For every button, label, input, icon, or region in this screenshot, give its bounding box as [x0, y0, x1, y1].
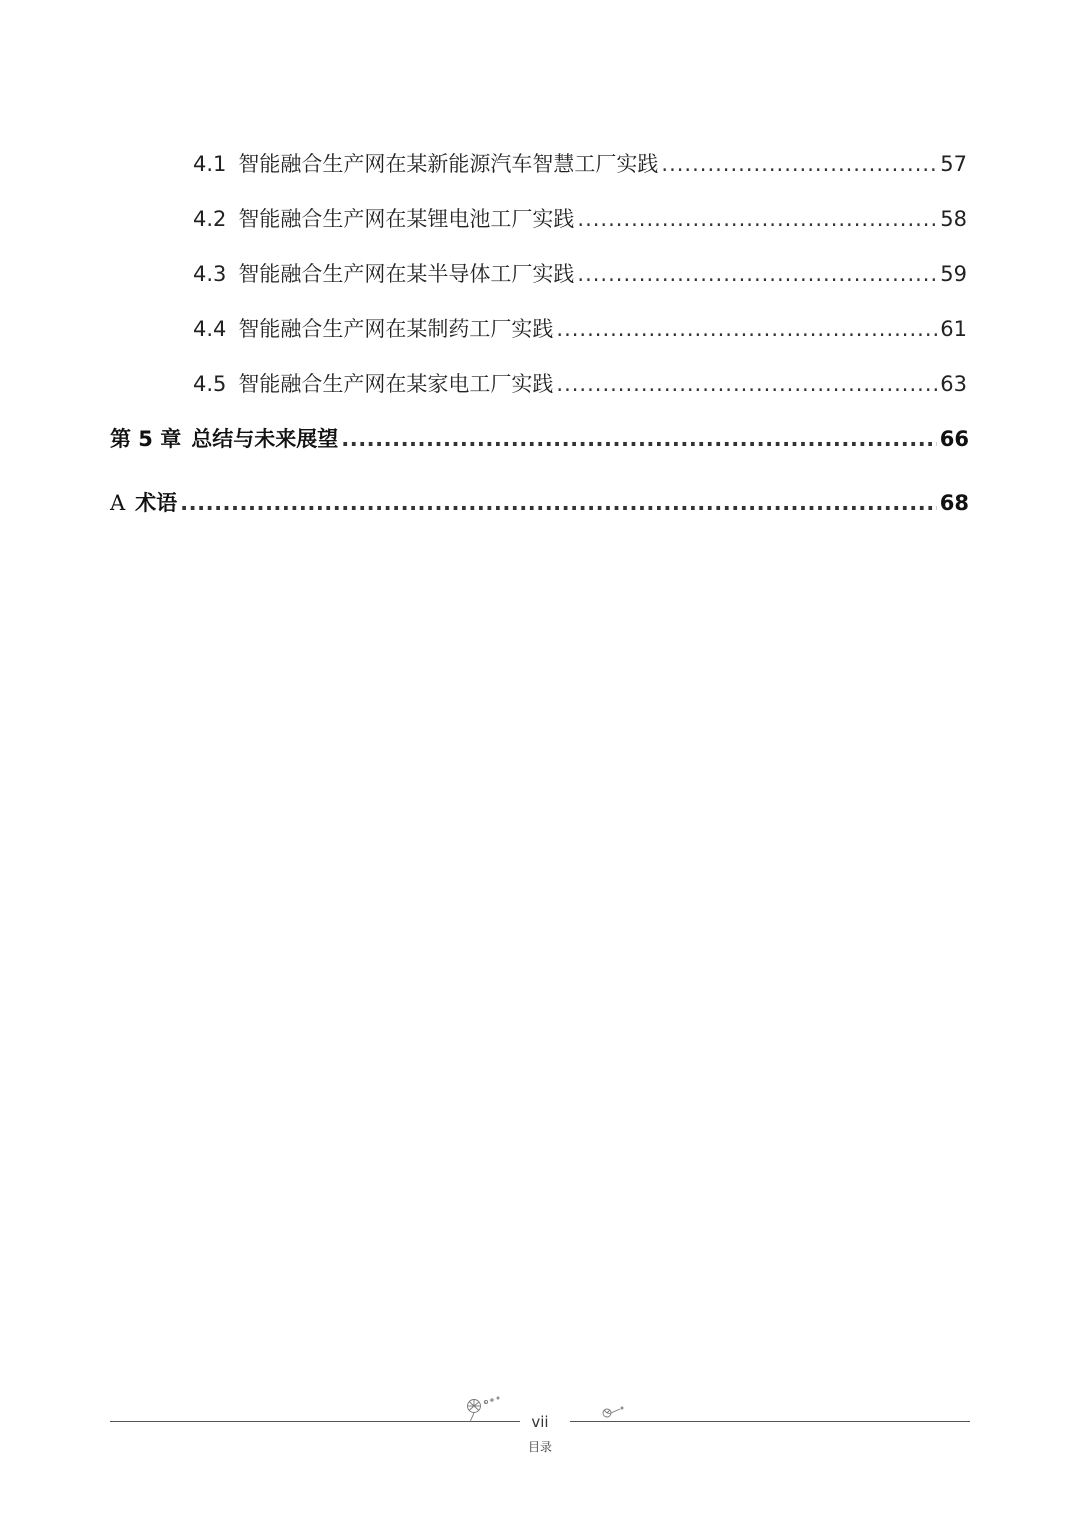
dot-leader	[556, 317, 937, 341]
chapter-title: 总结与未来展望	[191, 427, 339, 451]
toc-entry-4-5[interactable]	[193, 368, 967, 398]
section-title: 智能融合生产网在某新能源汽车智慧工厂实践	[238, 152, 659, 176]
page-number: 59	[940, 262, 967, 286]
page-number: 66	[939, 427, 969, 451]
section-number: 4.1	[193, 152, 227, 176]
toc-entry-chapter-5[interactable]	[110, 423, 969, 453]
page-number: 58	[940, 207, 967, 231]
dot-leader	[556, 372, 937, 396]
page-number: 61	[940, 317, 967, 341]
toc-entry-4-4[interactable]	[193, 313, 967, 343]
running-head: 目录	[527, 1440, 552, 1454]
section-number: 4.5	[193, 372, 227, 396]
section-title: 智能融合生产网在某半导体工厂实践	[238, 262, 575, 286]
dot-leader	[341, 427, 937, 451]
toc-entry-4-2[interactable]	[193, 203, 967, 233]
toc-entry-4-3[interactable]	[193, 258, 967, 288]
appendix-letter: A	[110, 491, 126, 515]
dot-leader	[661, 152, 937, 176]
section-title: 智能融合生产网在某锂电池工厂实践	[238, 207, 575, 231]
page-number: 57	[940, 152, 967, 176]
dot-leader	[577, 207, 937, 231]
dot-leader	[577, 262, 937, 286]
appendix-title: 术语	[135, 491, 178, 515]
page-folio: vii	[531, 1413, 549, 1431]
page-number: 68	[939, 491, 969, 515]
section-title: 智能融合生产网在某制药工厂实践	[238, 317, 554, 341]
page-footer	[0, 1390, 1080, 1470]
toc-entry-4-1[interactable]	[193, 148, 967, 178]
section-number: 4.3	[193, 262, 227, 286]
page-number: 63	[940, 372, 967, 396]
chapter-number: 第 5 章	[110, 427, 182, 451]
section-title: 智能融合生产网在某家电工厂实践	[238, 372, 554, 396]
section-number: 4.4	[193, 317, 227, 341]
section-number: 4.2	[193, 207, 227, 231]
toc-entry-appendix-a[interactable]	[110, 487, 969, 517]
dot-leader	[180, 491, 937, 515]
